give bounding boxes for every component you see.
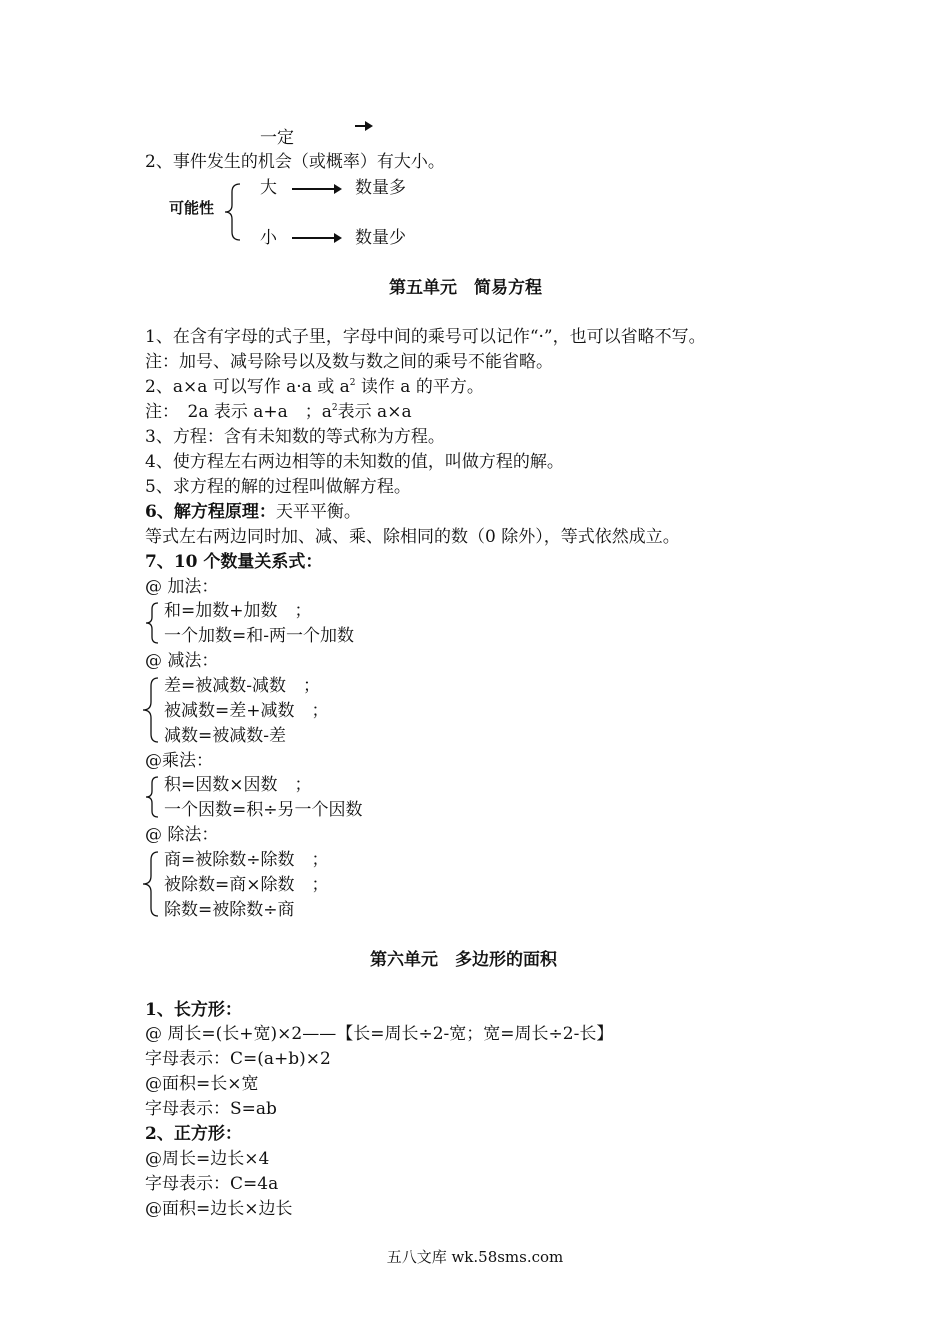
brace-icon — [144, 776, 162, 818]
rectangle-perimeter: @ 周长=(长+宽)×2——【长=周长÷2-宽；宽=周长÷2-长】 — [145, 1024, 614, 1044]
rectangle-area-letters: 字母表示：S=ab — [145, 1099, 277, 1119]
less-text: 数量少 — [355, 228, 406, 248]
subtraction-heading: @ 减法： — [145, 651, 219, 671]
arrow-right-icon — [292, 188, 336, 190]
multiplication-formula-2: 一个因数=积÷另一个因数 — [164, 800, 363, 820]
subtraction-formula-2: 被减数=差+减数 ； — [164, 701, 329, 721]
probability-line: 2、事件发生的机会（或概率）有大小。 — [145, 152, 445, 172]
arrow-icon — [355, 125, 367, 127]
more-text: 数量多 — [355, 178, 406, 198]
possibility-label: 可能性 — [169, 199, 215, 217]
arrow-right-icon — [292, 237, 336, 239]
multiplication-formula-1: 积=因数×因数 ； — [164, 775, 312, 795]
unit5-line-10: 7、10 个数量关系式： — [145, 552, 323, 572]
multiplication-heading: @乘法： — [145, 751, 213, 771]
square-heading: 2、正方形： — [145, 1124, 242, 1144]
subtraction-formula-3: 减数=被减数-差 — [164, 726, 286, 746]
unit5-line-2: 注：加号、减号除号以及数与数之间的乘号不能省略。 — [145, 352, 553, 372]
unit5-line-6: 4、使方程左右两边相等的未知数的值，叫做方程的解。 — [145, 452, 564, 472]
addition-formula-1: 和=加数+加数 ； — [164, 601, 312, 621]
square-perimeter-letters: 字母表示：C=4a — [145, 1174, 279, 1194]
unit5-line-8: 6、解方程原理：天平平衡。 — [145, 502, 361, 522]
division-heading: @ 除法： — [145, 825, 219, 845]
big-text: 大 — [260, 178, 277, 198]
brace-icon — [140, 851, 162, 917]
page-footer: 五八文库 wk.58sms.com — [386, 1248, 564, 1266]
unit5-line-9: 等式左右两边同时加、减、乘、除相同的数（0 除外），等式依然成立。 — [145, 527, 680, 547]
rectangle-heading: 1、长方形： — [145, 1000, 242, 1020]
brace-icon — [140, 677, 162, 743]
unit5-line-3: 2、a×a 可以写作 a·a 或 $a^2$ 读作 a 的平方。 — [145, 377, 484, 397]
division-formula-1: 商=被除数÷除数 ； — [164, 850, 329, 870]
unit5-line-1: 1、在含有字母的式子里，字母中间的乘号可以记作“·”，也可以省略不写。 — [145, 327, 706, 347]
small-text: 小 — [260, 228, 277, 248]
brace-icon — [224, 183, 242, 241]
unit5-line-7: 5、求方程的解的过程叫做解方程。 — [145, 477, 411, 497]
square-perimeter: @周长=边长×4 — [145, 1149, 270, 1169]
unit5-line-4: 注： 2a 表示 a+a ；$a^2$表示 a×a — [145, 402, 412, 422]
division-formula-2: 被除数=商×除数 ； — [164, 875, 329, 895]
rectangle-perimeter-letters: 字母表示：C=(a+b)×2 — [145, 1049, 331, 1069]
subtraction-formula-1: 差=被减数-减数 ； — [164, 676, 320, 696]
square-area: @面积=边长×边长 — [145, 1199, 293, 1219]
unit5-line-5: 3、方程：含有未知数的等式称为方程。 — [145, 427, 445, 447]
addition-formula-2: 一个加数=和-两一个加数 — [164, 626, 354, 646]
addition-heading: @ 加法： — [145, 577, 219, 597]
unit5-title: 第五单元 简易方程 — [389, 278, 542, 298]
division-formula-3: 除数=被除数÷商 — [164, 900, 295, 920]
brace-icon — [144, 602, 162, 644]
unit6-title: 第六单元 多边形的面积 — [370, 950, 557, 970]
yiding-text: 一定 — [260, 128, 294, 148]
rectangle-area: @面积=长×宽 — [145, 1074, 259, 1094]
